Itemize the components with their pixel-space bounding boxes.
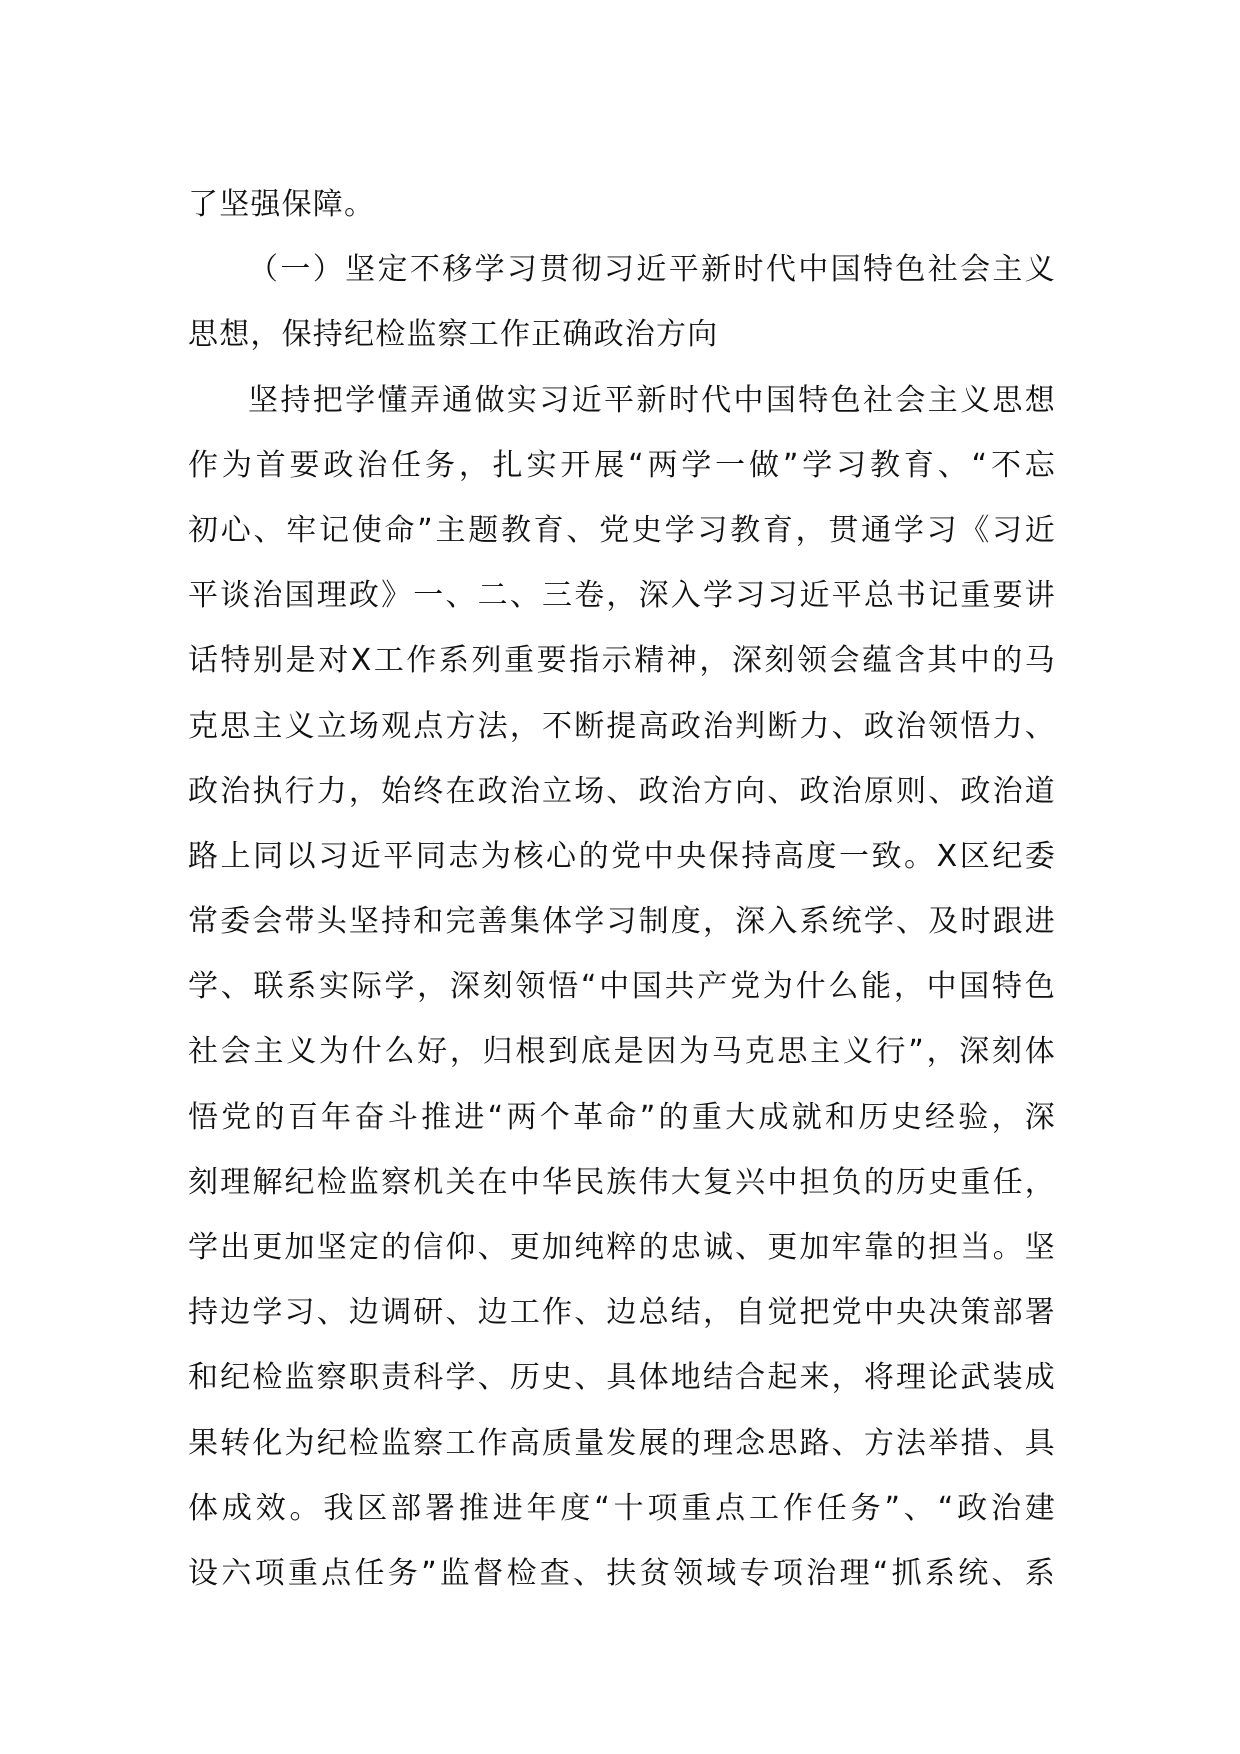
paragraph-line: 学、联系实际学，深刻领悟“中国共产党为什么能，中国特色 [188,969,1056,1005]
paragraph-line: 路上同以习近平同志为核心的党中央保持高度一致。X区纪委 [188,838,1056,874]
paragraph-line: 悟党的百年奋斗推进“两个革命”的重大成就和历史经验，深 [188,1099,1056,1135]
paragraph-line: 初心、牢记使命”主题教育、党史学习教育，贯通学习《习近 [188,512,1056,548]
paragraph-line: 常委会带头坚持和完善集体学习制度，深入系统学、及时跟进 [188,904,1056,940]
section-heading-line: 思想，保持纪检监察工作正确政治方向 [188,317,719,353]
paragraph-line: 学出更加坚定的信仰、更加纯粹的忠诚、更加牢靠的担当。坚 [188,1230,1056,1265]
paragraph-line: 社会主义为什么好，归根到底是因为马克思主义行”，深刻体 [188,1034,1056,1070]
paragraph-line: 作为首要政治任务，扎实开展“两学一做”学习教育、“不忘 [188,447,1056,483]
carryover-line: 了坚强保障。 [188,187,376,222]
paragraph-line: 体成效。我区部署推进年度“十项重点工作任务”、“政治建 [188,1490,1056,1526]
paragraph-line: 果转化为纪检监察工作高质量发展的理念思路、方法举措、具 [188,1425,1056,1461]
paragraph-line: 克思主义立场观点方法，不断提高政治判断力、政治领悟力、 [188,708,1056,744]
document-body [188,172,1056,1606]
paragraph-line: 刻理解纪检监察机关在中华民族伟大复兴中担负的历史重任， [188,1164,1056,1200]
paragraph-line: 和纪检监察职责科学、历史、具体地结合起来，将理论武装成 [188,1360,1056,1396]
paragraph-line: 持边学习、边调研、边工作、边总结，自觉把党中央决策部署 [188,1295,1056,1331]
paragraph-line: 设六项重点任务”监督检查、扶贫领域专项治理“抓系统、系 [188,1555,1056,1591]
section-heading-line: （一）坚定不移学习贯彻习近平新时代中国特色社会主义 [248,252,1056,288]
paragraph-line: 平谈治国理政》一、二、三卷，深入学习习近平总书记重要讲 [188,578,1056,614]
paragraph-line: 坚持把学懂弄通做实习近平新时代中国特色社会主义思想 [248,382,1056,418]
paragraph-line: 政治执行力，始终在政治立场、政治方向、政治原则、政治道 [188,773,1056,809]
paragraph-line: 话特别是对X工作系列重要指示精神，深刻领会蕴含其中的马 [188,643,1056,679]
